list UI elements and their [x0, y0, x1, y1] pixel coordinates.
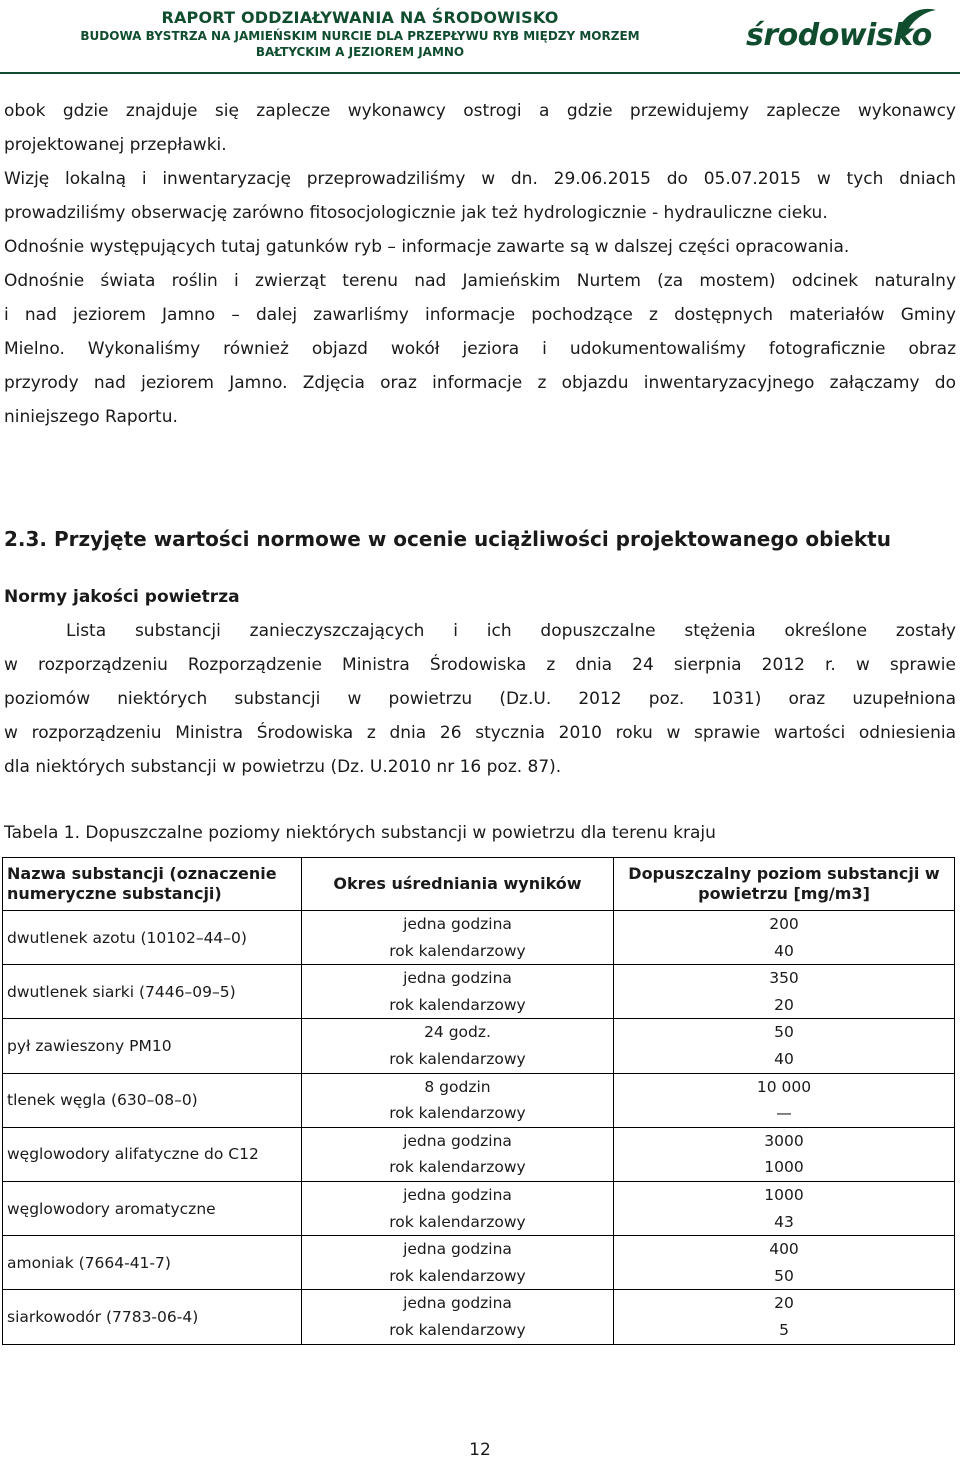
table-row: [3, 1127, 955, 1181]
column-header-period: Okres uśredniania wyników: [302, 858, 614, 911]
table-row: [3, 1073, 955, 1127]
period-cell: jedna godzina: [403, 915, 512, 933]
period-cell: 24 godz.: [424, 1023, 491, 1042]
substance-name: dwutlenek siarki (7446–09–5): [3, 965, 302, 1019]
period-cell: rok kalendarzowy: [389, 1158, 526, 1177]
limit-cell: 50: [774, 1266, 794, 1285]
period-cell: jedna godzina: [403, 1294, 512, 1313]
limit-cell: 40: [774, 1049, 794, 1068]
limit-cell: —: [776, 1104, 792, 1123]
substance-name: pył zawieszony PM10: [3, 1019, 302, 1073]
table-row: [3, 1181, 955, 1235]
substance-name: dwutlenek azotu (10102–44–0): [3, 911, 302, 965]
substance-name: tlenek węgla (630–08–0): [3, 1073, 302, 1127]
header-text: [0, 8, 720, 60]
paragraph-line: Odnośnie świata roślin i zwierząt terenu nad Jamieńskim Nurtem (za mostem) odcinek naturalny: [4, 271, 956, 291]
logo-wordmark: środowisko: [746, 18, 932, 53]
period-cell: 8 godzin: [424, 1077, 491, 1096]
period-cell: jedna godzina: [403, 1240, 512, 1259]
paragraph-line: projektowanej przepławki.: [4, 135, 227, 155]
paragraph-line: dla niektórych substancji w powietrzu (Dz. U.2010 nr 16 poz. 87).: [4, 757, 562, 777]
limit-cell: 20: [774, 995, 794, 1014]
table-row: [3, 965, 955, 1019]
limit-cell: 200: [769, 915, 799, 933]
paragraph-line: obok gdzie znajduje się zaplecze wykonawcy ostrogi a gdzie przewidujemy zaplecze wykonawcy: [4, 101, 956, 121]
paragraph-line: przyrody nad jeziorem Jamno. Zdjęcia oraz informacje z objazdu inwentaryzacyjnego załączamy do: [4, 373, 956, 393]
limit-cell: 20: [774, 1294, 794, 1313]
limit-cell: 1000: [764, 1185, 804, 1204]
paragraph-line: Lista substancji zanieczyszczających i ich dopuszczalne stężenia określone zostały: [66, 621, 956, 641]
paragraph-line: Wizję lokalną i inwentaryzację przeprowadziliśmy w dn. 29.06.2015 do 05.07.2015 w tych dniach: [4, 169, 956, 189]
report-subtitle-line-2: BAŁTYCKIM A JEZIOREM JAMNO: [255, 45, 465, 59]
column-header-limit: Dopuszczalny poziom substancji w powietrzu [mg/m3]: [614, 858, 955, 911]
paragraph-line: i nad jeziorem Jamno – dalej zawarliśmy informacje pochodzące z dostępnych materiałów Gminy: [4, 305, 956, 325]
page-header: [0, 0, 960, 75]
period-cell: jedna godzina: [403, 969, 512, 988]
period-cell: rok kalendarzowy: [389, 1266, 526, 1285]
limit-cell: 1000: [764, 1158, 804, 1177]
paragraph-line: Mielno. Wykonaliśmy również objazd wokół jeziora i udokumentowaliśmy fotograficznie obraz: [4, 339, 956, 359]
report-title: RAPORT ODDZIAŁYWANIA NA ŚRODOWISKO: [161, 8, 559, 27]
limit-cell: 40: [774, 941, 794, 960]
period-cell: rok kalendarzowy: [389, 941, 526, 960]
period-cell: rok kalendarzowy: [389, 995, 526, 1014]
period-cell: rok kalendarzowy: [389, 1104, 526, 1123]
table-row: [3, 1236, 955, 1290]
srodowisko-logo: [742, 4, 942, 54]
page-number: 12: [469, 1440, 491, 1460]
table-header-row: [3, 858, 955, 911]
paragraph-line: w rozporządzeniu Ministra Środowiska z dnia 26 stycznia 2010 roku w sprawie wartości odniesienia: [4, 723, 956, 743]
limit-cell: 3000: [764, 1131, 804, 1150]
paragraph-line: Odnośnie występujących tutaj gatunków ryb – informacje zawarte są w dalszej części opracowania.: [4, 237, 850, 257]
period-cell: rok kalendarzowy: [389, 1212, 526, 1231]
paragraph-line: prowadziliśmy obserwację zarówno fitosocjologicznie jak też hydrologicznie - hydrauliczne cieku.: [4, 203, 828, 223]
paragraph-line: niniejszego Raportu.: [4, 407, 178, 427]
substance-name: węglowodory alifatyczne do C12: [3, 1127, 302, 1181]
table-row: [3, 911, 955, 965]
table-row: [3, 1290, 955, 1344]
subheading: Normy jakości powietrza: [4, 587, 240, 607]
limit-cell: 50: [774, 1023, 794, 1042]
leaf-arc-icon: [892, 4, 938, 44]
substance-name: węglowodory aromatyczne: [3, 1181, 302, 1235]
limit-cell: 5: [779, 1320, 789, 1339]
section-heading: 2.3. Przyjęte wartości normowe w ocenie uciążliwości projektowanego obiektu: [4, 527, 891, 551]
substance-name: amoniak (7664-41-7): [3, 1236, 302, 1290]
report-subtitle-line-1: BUDOWA BYSTRZA NA JAMIEŃSKIM NURCIE DLA PRZEPŁYWU RYB MIĘDZY MORZEM: [80, 29, 640, 43]
limit-cell: 43: [774, 1212, 794, 1231]
column-header-substance: Nazwa substancji (oznaczenie numeryczne substancji): [3, 858, 302, 911]
limit-cell: 10 000: [756, 1077, 812, 1096]
paragraph-line: poziomów niektórych substancji w powietrzu (Dz.U. 2012 poz. 1031) oraz uzupełniona: [4, 689, 956, 709]
air-quality-table: [2, 857, 955, 1345]
limit-cell: 400: [769, 1240, 799, 1259]
header-divider: [0, 72, 960, 74]
period-cell: rok kalendarzowy: [389, 1049, 526, 1068]
period-cell: rok kalendarzowy: [389, 1320, 526, 1339]
table-row: [3, 1019, 955, 1073]
substance-name: siarkowodór (7783-06-4): [3, 1290, 302, 1344]
paragraph-line: w rozporządzeniu Rozporządzenie Ministra Środowiska z dnia 24 sierpnia 2012 r. w sprawie: [4, 655, 956, 675]
period-cell: jedna godzina: [403, 1185, 512, 1204]
period-cell: jedna godzina: [403, 1131, 512, 1150]
table-caption: Tabela 1. Dopuszczalne poziomy niektórych substancji w powietrzu dla terenu kraju: [4, 823, 716, 843]
limit-cell: 350: [769, 969, 799, 988]
